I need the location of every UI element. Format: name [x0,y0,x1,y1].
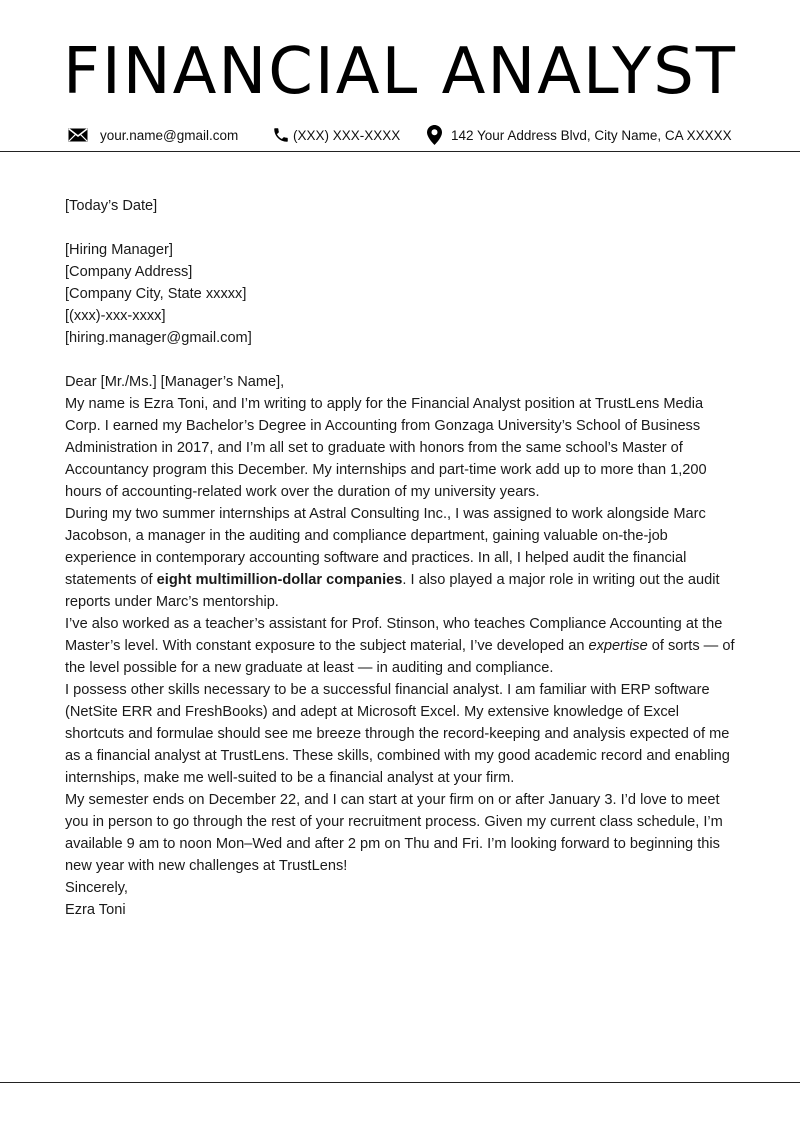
contact-address-text: 142 Your Address Blvd, City Name, CA XXXXX [451,127,732,143]
recipient-email: [hiring.manager@gmail.com] [65,330,252,346]
emphasis-expertise: expertise [588,638,648,654]
recipient-block [65,239,740,349]
header-divider [0,151,800,152]
contact-bar [0,122,800,148]
recipient-name: [Hiring Manager] [65,242,173,258]
contact-email-text: your.name@gmail.com [100,127,239,143]
paragraph-teaching-assistant [65,613,740,679]
contact-phone[interactable] [272,122,400,148]
salutation: Dear [Mr./Ms.] [Manager’s Name], [65,374,285,390]
paragraph-internships [65,503,740,613]
envelope-icon [68,128,88,142]
letter-date-block [65,195,740,217]
signature-name: Ezra Toni [65,902,126,918]
contact-email[interactable] [68,122,238,148]
contact-phone-text: (XXX) XXX-XXXX [293,127,401,143]
paragraph-ta-text-1: I’ve also worked as a teacher’s assistant for Prof. Stinson, who teaches Compliance Accounting at the Master’s level. With constant exposure to the subject material, I’ve developed an [65,616,723,654]
paragraph-ta-text-2: of sorts — of the level possible for a new graduate at least — in auditing and compliance. [65,638,735,676]
paragraph-skills: I possess other skills necessary to be a successful financial analyst. I am familiar with ERP software (NetSite ERR and FreshBooks) and adept at Microsoft Excel. My extensive knowledge of Excel shortcuts and formulae should see me breeze through the record-keeping and analysis expected of me as a financial analyst at TrustLens. These skills, combined with my good academic record and enabling internships, make me well-suited to be a financial analyst at your firm. [65,682,730,786]
contact-address[interactable] [427,122,732,148]
recipient-company-address: [Company Address] [65,264,193,280]
phone-icon [272,126,290,144]
paragraph-introduction: My name is Ezra Toni, and I’m writing to apply for the Financial Analyst position at TrustLens Media Corp. I earned my Bachelor’s Degree in Accounting from Gonzaga University’s School of Business Administration in 2017, and I’m all set to graduate with honors from the same school’s Master of Accountancy program this December. My internships and part-time work add up to more than 1,200 hours of accounting-related work over the duration of my university years. [65,396,707,500]
page-title: FINANCIAL ANALYST [63,35,737,109]
paragraph-internships-text-1: During my two summer internships at Astral Consulting Inc., I was assigned to work alongside Marc Jacobson, a manager in the auditing and compliance department, gaining valuable on-the-job experience in contemporary accounting software and practices. In all, I helped audit the financial statements of [65,506,706,588]
footer-divider [0,1082,800,1083]
closing: Sincerely, [65,880,128,896]
letter-date: [Today’s Date] [65,198,158,214]
paragraph-availability: My semester ends on December 22, and I can start at your firm on or after January 3. I’d love to meet you in person to go through the rest of your recruitment process. Given my current class schedule, I’m available 9 am to noon Mon–Wed and after 2 pm on Thu and Fri. I’m looking forward to beginning this new year with new challenges at TrustLens! [65,792,723,874]
recipient-phone: [(xxx)-xxx-xxxx] [65,308,166,324]
location-pin-icon [427,125,442,145]
recipient-city-state: [Company City, State xxxxx] [65,286,247,302]
paragraph-internships-text-2: . I also played a major role in writing out the audit reports under Marc’s mentorship. [65,572,720,610]
cover-letter-body [65,195,740,921]
highlight-companies: eight multimillion-dollar companies [156,572,403,588]
